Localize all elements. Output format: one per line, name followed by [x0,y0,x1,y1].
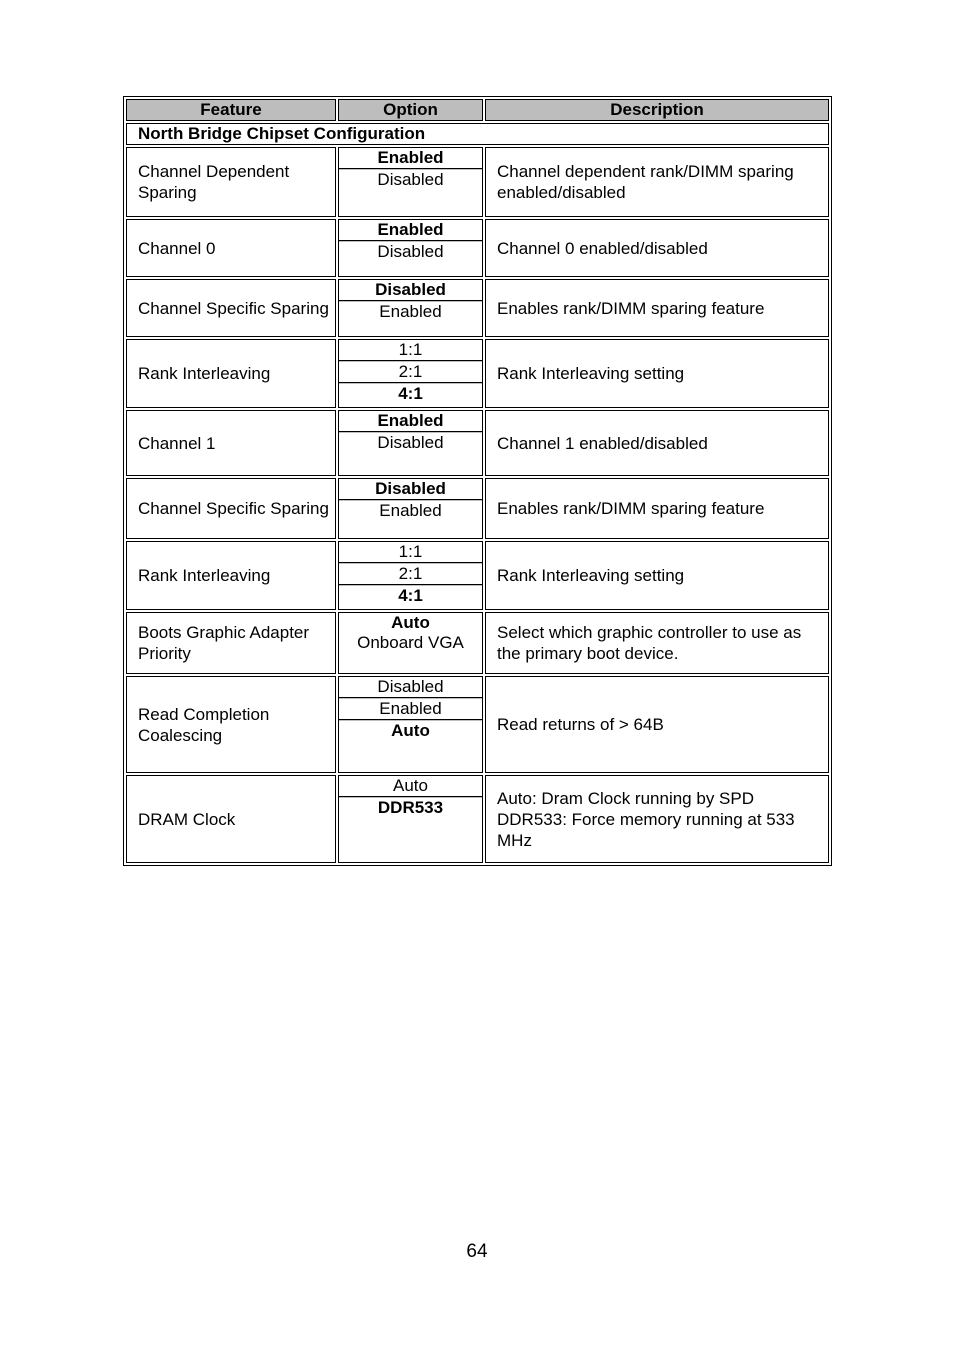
description-cell: Rank Interleaving setting [485,339,829,408]
option-value: Auto [391,613,430,632]
table-row [126,219,829,277]
page-number: 64 [466,1241,488,1262]
feature-cell: Channel Specific Sparing [126,279,336,337]
feature-cell: Read Completion Coalescing [126,676,336,773]
option-cell [338,279,483,337]
option-cell [338,147,483,217]
section-title: North Bridge Chipset Configuration [126,123,829,145]
feature-cell: Rank Interleaving [126,541,336,610]
description-cell: Channel 0 enabled/disabled [485,219,829,277]
option-value: Disabled [377,242,444,261]
option-value: 4:1 [398,586,423,605]
option-value: Enabled [339,411,482,432]
option-value: 2:1 [339,564,482,585]
feature-cell: Channel 0 [126,219,336,277]
option-value: Disabled [377,433,444,452]
feature-cell: Channel Dependent Sparing [126,147,336,217]
option-value: DDR533 [377,798,444,817]
option-value: Enabled [339,148,482,169]
option-value: 1:1 [339,340,482,361]
table-row [126,775,829,863]
table-row [126,478,829,539]
feature-cell: Boots Graphic Adapter Priority [126,612,336,674]
option-value: Enabled [379,501,442,520]
option-value: Enabled [339,699,482,720]
option-cell [338,541,483,610]
description-cell: Read returns of > 64B [485,676,829,773]
option-value: Disabled [377,170,444,189]
option-cell [338,612,483,674]
option-value: Auto [339,776,482,797]
table-row [126,676,829,773]
header-description: Description [485,99,829,121]
option-value: Disabled [339,479,482,500]
option-value: 4:1 [398,384,423,403]
table-row [126,339,829,408]
option-value: Disabled [339,280,482,301]
table-row [126,410,829,476]
option-value: 1:1 [339,542,482,563]
description-cell: Enables rank/DIMM sparing feature [485,478,829,539]
option-value: Disabled [339,677,482,698]
table-row [126,147,829,217]
option-cell [338,410,483,476]
header-row [126,99,829,121]
option-value: Enabled [339,220,482,241]
option-cell [338,478,483,539]
option-cell [338,676,483,773]
feature-cell: Channel Specific Sparing [126,478,336,539]
feature-cell: Channel 1 [126,410,336,476]
description-cell: Enables rank/DIMM sparing feature [485,279,829,337]
option-cell [338,339,483,408]
option-value: Auto [391,721,430,740]
option-value: Enabled [379,302,442,321]
description-cell: Select which graphic controller to use as the primary boot device. [485,612,829,674]
description-cell: Rank Interleaving setting [485,541,829,610]
table-row [126,541,829,610]
header-option: Option [338,99,483,121]
description-cell: Channel 1 enabled/disabled [485,410,829,476]
option-cell [338,775,483,863]
header-feature: Feature [126,99,336,121]
table-row [126,612,829,674]
option-cell [338,219,483,277]
description-cell: Auto: Dram Clock running by SPD DDR533: Force memory running at 533 MHz [485,775,829,863]
settings-table [123,96,832,866]
description-cell: Channel dependent rank/DIMM sparing enabled/disabled [485,147,829,217]
option-value: 2:1 [339,362,482,383]
feature-cell: Rank Interleaving [126,339,336,408]
feature-cell: DRAM Clock [126,775,336,863]
option-value: Onboard VGA [357,633,464,652]
section-row [126,123,829,145]
table-row [126,279,829,337]
